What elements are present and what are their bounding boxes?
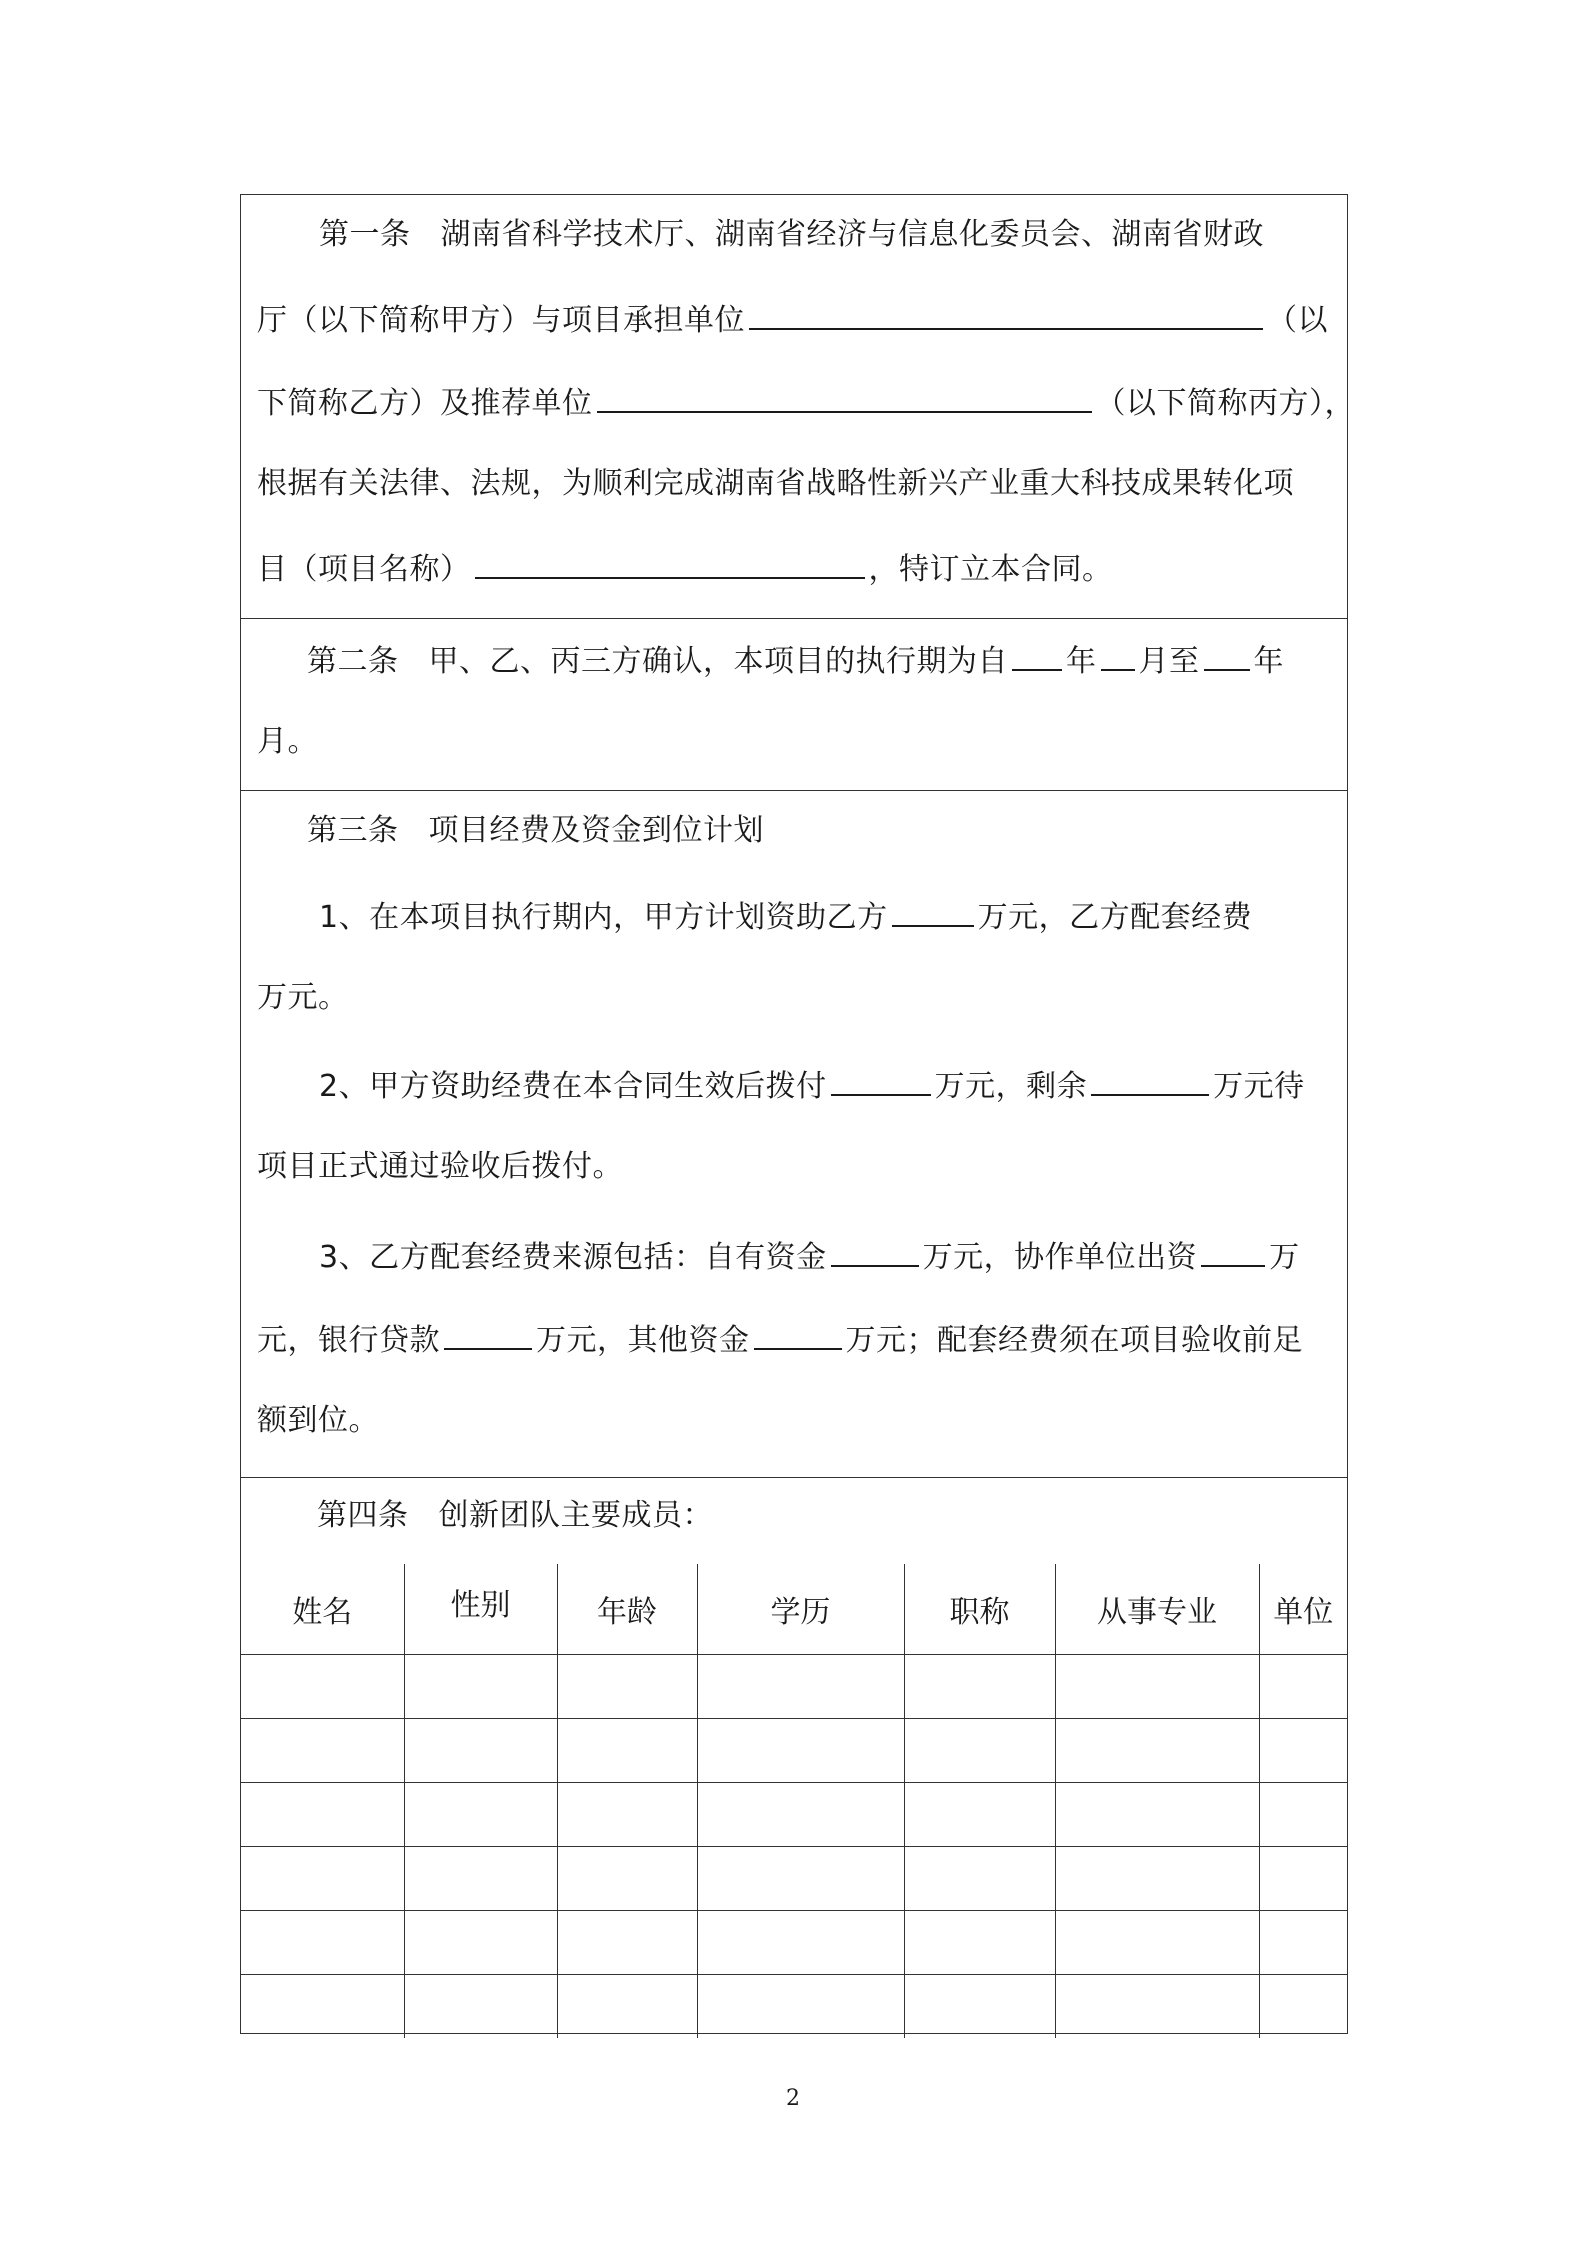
table-cell[interactable]: [1259, 1910, 1347, 1974]
table-cell[interactable]: [557, 1846, 697, 1910]
table-cell[interactable]: [404, 1974, 557, 2038]
table-cell[interactable]: [241, 1910, 404, 1974]
start-year-blank[interactable]: [1012, 639, 1062, 671]
partner-funds-blank[interactable]: [1201, 1235, 1265, 1267]
article-3-p3-line-1: 3、乙方配套经费来源包括：自有资金 万元，协作单位出资 万: [319, 1235, 1335, 1278]
header-specialty: 从事专业: [1055, 1564, 1259, 1654]
header-unit: 单位: [1259, 1564, 1347, 1654]
table-row: [241, 1910, 1347, 1974]
article-3-p2-line-2: 项目正式通过验收后拨付。: [257, 1149, 623, 1184]
table-cell[interactable]: [241, 1718, 404, 1782]
table-cell[interactable]: [697, 1782, 904, 1846]
table-cell[interactable]: [557, 1974, 697, 2038]
article-3-p1-line-2: 万元。: [257, 980, 349, 1015]
start-month-blank[interactable]: [1101, 639, 1135, 671]
table-cell[interactable]: [557, 1718, 697, 1782]
table-cell[interactable]: [697, 1654, 904, 1718]
table-cell[interactable]: [241, 1846, 404, 1910]
table-cell[interactable]: [557, 1782, 697, 1846]
page-number: 2: [786, 2086, 800, 2111]
table-cell[interactable]: [1055, 1846, 1259, 1910]
table-row: [241, 1782, 1347, 1846]
table-cell[interactable]: [904, 1846, 1055, 1910]
table-cell[interactable]: [404, 1846, 557, 1910]
table-cell[interactable]: [241, 1782, 404, 1846]
table-cell[interactable]: [241, 1654, 404, 1718]
article-3-section: [241, 791, 1347, 1478]
table-cell[interactable]: [1259, 1718, 1347, 1782]
table-cell[interactable]: [697, 1974, 904, 2038]
table-cell[interactable]: [904, 1718, 1055, 1782]
table-row: [241, 1718, 1347, 1782]
bank-loan-blank[interactable]: [444, 1318, 532, 1350]
header-name: 姓名: [241, 1564, 404, 1654]
article-3-p3-line-3: 额到位。: [257, 1403, 379, 1438]
table-cell[interactable]: [1259, 1654, 1347, 1718]
article-1-label: 第一条: [319, 217, 411, 252]
table-cell[interactable]: [904, 1910, 1055, 1974]
article-3-title-line: [307, 811, 1335, 851]
article-2-line-1: 第二条 甲、乙、丙三方确认，本项目的执行期为自 年 月至 年: [307, 639, 1335, 682]
table-cell[interactable]: [697, 1718, 904, 1782]
article-3-p1-line-1: 1、在本项目执行期内，甲方计划资助乙方 万元，乙方配套经费: [319, 895, 1335, 938]
team-members-table: [241, 1564, 1347, 2038]
own-funds-blank[interactable]: [831, 1235, 919, 1267]
article-1-line-1: 第一条 湖南省科学技术厅、湖南省经济与信息化委员会、湖南省财政: [319, 217, 1264, 252]
table-row: [241, 1846, 1347, 1910]
header-title: 职称: [904, 1564, 1055, 1654]
table-cell[interactable]: [557, 1910, 697, 1974]
article-2-label: 第二条: [307, 644, 399, 679]
article-1-line-5: 目（项目名称） ，特订立本合同。: [257, 547, 1335, 590]
table-cell[interactable]: [1259, 1974, 1347, 2038]
table-cell[interactable]: [557, 1654, 697, 1718]
table-cell[interactable]: [1259, 1846, 1347, 1910]
table-cell[interactable]: [404, 1910, 557, 1974]
article-3-label: 第三条: [307, 813, 399, 848]
header-education: 学历: [697, 1564, 904, 1654]
article-2-section: [241, 619, 1347, 791]
table-cell[interactable]: [697, 1910, 904, 1974]
article-4-label: 第四条: [317, 1498, 409, 1533]
article-1-line-3: 下简称乙方）及推荐单位 （以下简称丙方），: [257, 381, 1335, 424]
table-cell[interactable]: [1055, 1974, 1259, 2038]
table-cell[interactable]: [1055, 1910, 1259, 1974]
other-funds-blank[interactable]: [754, 1318, 842, 1350]
article-4-title: 创新团队主要成员：: [438, 1498, 713, 1533]
article-1-line-2: 厅（以下简称甲方）与项目承担单位 （以: [257, 298, 1335, 341]
article-1-section: [241, 195, 1355, 619]
header-age: 年龄: [557, 1564, 697, 1654]
article-1-line-4: 根据有关法律、法规，为顺利完成湖南省战略性新兴产业重大科技成果转化项: [257, 466, 1294, 501]
contract-form-frame: [240, 194, 1355, 2034]
funding-amount-blank[interactable]: [892, 895, 974, 927]
header-gender: 性别: [404, 1564, 557, 1654]
table-cell[interactable]: [1055, 1782, 1259, 1846]
article-3-title: 项目经费及资金到位计划: [428, 813, 764, 848]
table-cell[interactable]: [1259, 1782, 1347, 1846]
table-row: [241, 1654, 1347, 1718]
table-cell[interactable]: [404, 1718, 557, 1782]
table-cell[interactable]: [904, 1654, 1055, 1718]
remaining-payment-blank[interactable]: [1091, 1064, 1209, 1096]
table-cell[interactable]: [404, 1654, 557, 1718]
recommending-unit-blank[interactable]: [597, 381, 1092, 413]
table-row: [241, 1974, 1347, 2038]
article-3-p2-line-1: 2、甲方资助经费在本合同生效后拨付 万元，剩余 万元待: [319, 1064, 1335, 1107]
table-cell[interactable]: [697, 1846, 904, 1910]
end-year-blank[interactable]: [1204, 639, 1250, 671]
article-4-section: [241, 1478, 1347, 1564]
table-header-row: [241, 1564, 1347, 1654]
table-cell[interactable]: [904, 1782, 1055, 1846]
table-cell[interactable]: [404, 1782, 557, 1846]
undertaking-unit-blank[interactable]: [749, 298, 1263, 330]
table-cell[interactable]: [1055, 1718, 1259, 1782]
table-cell[interactable]: [1055, 1654, 1259, 1718]
project-name-blank[interactable]: [475, 547, 865, 579]
article-2-line-2: 月。: [257, 724, 318, 759]
article-3-p3-line-2: 元，银行贷款 万元，其他资金 万元；配套经费须在项目验收前足: [257, 1318, 1335, 1361]
table-cell[interactable]: [904, 1974, 1055, 2038]
article-4-title-line: [317, 1496, 1335, 1536]
first-payment-blank[interactable]: [831, 1064, 931, 1096]
table-cell[interactable]: [241, 1974, 404, 2038]
